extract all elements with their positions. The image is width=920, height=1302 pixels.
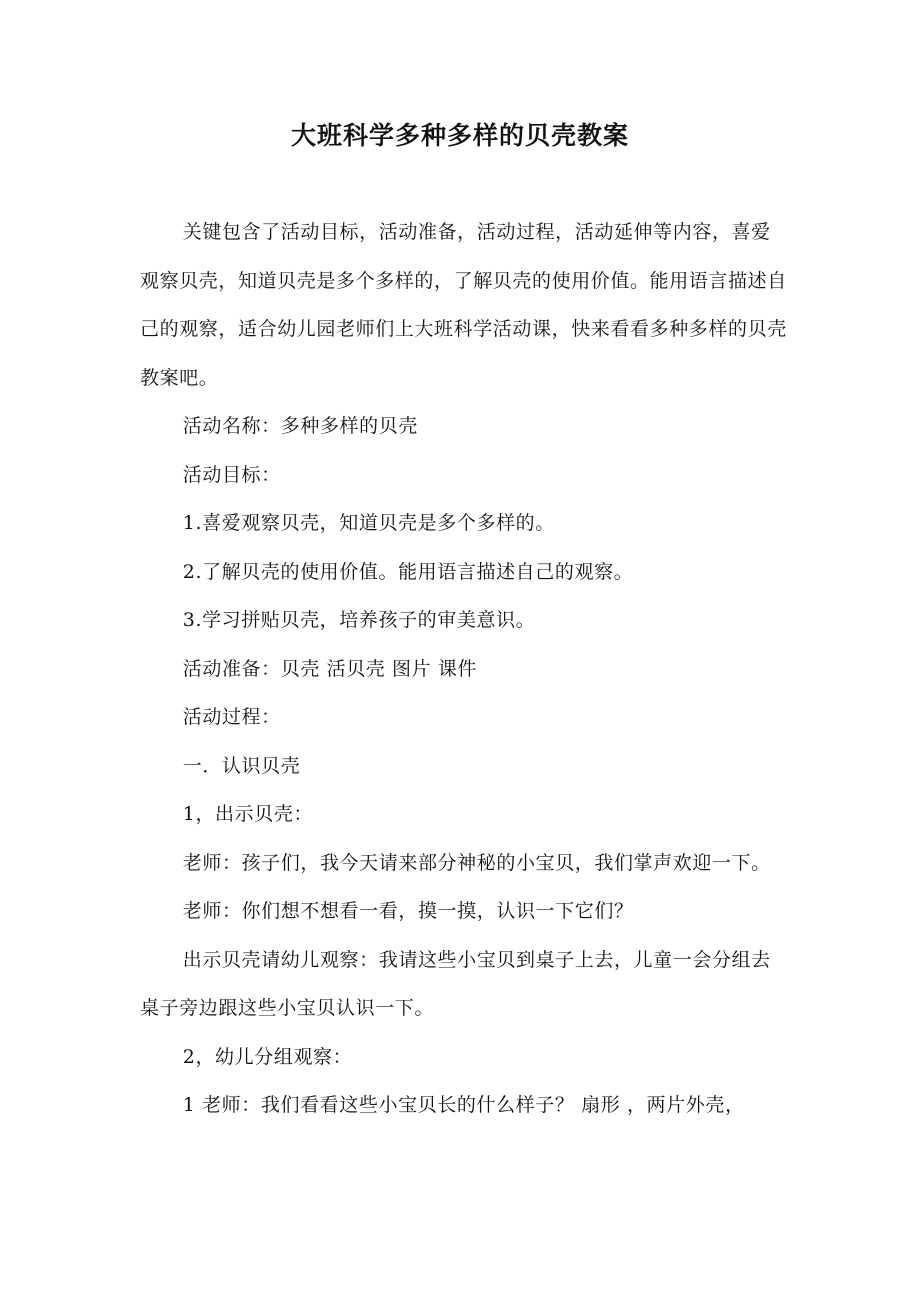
paragraph-goal-3: 3.学习拼贴贝壳，培养孩子的审美意识。	[182, 609, 536, 631]
paragraph-step-2: 2，幼儿分组观察：	[182, 1045, 353, 1068]
paragraph-activity-name: 活动名称：多种多样的贝壳	[182, 415, 418, 437]
document-body	[140, 208, 790, 1130]
paragraph-teacher-1: 老师：孩子们，我今天请来部分神秘的小宝贝，我们掌声欢迎一下。	[182, 851, 771, 874]
paragraph-goal-1: 1.喜爱观察贝壳，知道贝壳是多个多样的。	[182, 512, 555, 534]
paragraph-section-1: 一．认识贝壳	[182, 754, 301, 777]
paragraph-goal-2: 2.了解贝壳的使用价值。能用语言描述自己的观察。	[182, 560, 634, 583]
paragraph-process-heading: 活动过程：	[182, 706, 281, 728]
paragraph-observe: 出示贝壳请幼儿观察：我请这些小宝贝到桌子上去，儿童一会分组去桌子旁边跟这些小宝贝认识一下。	[140, 948, 771, 1019]
paragraph-preparation: 活动准备：贝壳 活贝壳 图片 课件	[182, 657, 478, 680]
paragraph-teacher-3: 1 老师：我们看看这些小宝贝长的什么样子？ 扇形 ，两片外壳，	[182, 1094, 745, 1116]
paragraph-goals-heading: 活动目标：	[182, 463, 281, 486]
paragraph-intro: 关键包含了活动目标，活动准备，活动过程，活动延伸等内容，喜爱观察贝壳，知道贝壳是多个多样的，了解贝壳的使用价值。能用语言描述自己的观察，适合幼儿园老师们上大班科学活动课，快来看看多种多样的贝壳教案吧。	[140, 221, 787, 389]
paragraph-teacher-2: 老师：你们想不想看一看，摸一摸，认识一下它们？	[182, 900, 634, 922]
document-title: 大班科学多种多样的贝壳教案	[290, 121, 629, 150]
paragraph-step-1: 1，出示贝壳：	[182, 803, 314, 825]
